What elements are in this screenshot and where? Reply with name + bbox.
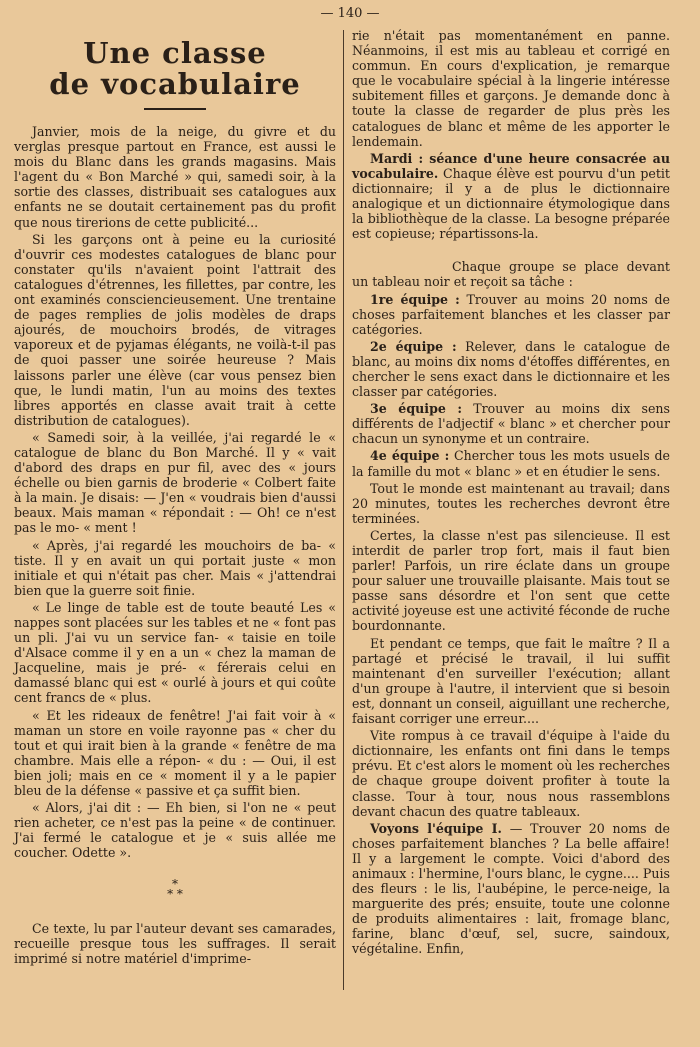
paragraph-body: Chaque élève est pourvu d'un petit dictionnaire; il y a de plus le dictionnaire analogique et un dictionnaire étymologique dans la bibliothèque de la classe. La besogne préparée est copieuse; répartissons-la. (352, 165, 670, 242)
team-label: 3e équipe : (370, 401, 463, 417)
paragraph: Si les garçons ont à peine eu la curiosité d'ouvrir ces modestes catalogues de blanc pour constater qu'ils n'avaient point l'attrait des catalogues d'étrennes, les fillettes, par contre, les ont examinés consciencieusement. Une trentaine de pages remplies de jolis modèles de draps ajourés, de mouchoirs brodés, de vitrages vaporeux et de pyjamas élégants, ne voilà-t-il pas de quoi passer une soirée heureuse ? Mais laissons parler une élève (car vous pensez bien que, le lundi matin, l'un au moins des textes libres apportés en classe avait trait à cette distribution de catalogues). (14, 231, 336, 428)
quoted-paragraph: « Samedi soir, à la veillée, j'ai regardé le « catalogue de blanc du Bon Marché. Il y « vait d'abord des draps en pur fil, avec des « jours échelle ou bien garnis de broderie « Colbert faite à la main. Je disais: — J'en « voudrais bien d'aussi beaux. Mais maman « répondait : — Oh! ce n'est pas le mo- « ment ! (14, 429, 336, 536)
team-task (352, 401, 670, 446)
team-label: 2e équipe : (370, 338, 457, 354)
paragraph: Vite rompus à ce travail d'équipe à l'aide du dictionnaire, les enfants ont fini dans le temps prévu. Et c'est alors le moment où les recherches de chaque groupe doivent profiter à toute la classe. Tour à tour, nous nous rassemblons devant chacun des quatre tableaux. (352, 728, 670, 819)
team-label: 1re équipe : (370, 291, 460, 307)
quoted-paragraph: « Après, j'ai regardé les mouchoirs de ba- « tiste. Il y en avait un qui portait juste « mon initiale et qui n'était pas cher. Mais « j'attendrai bien que la guerre soit finie. (14, 537, 336, 598)
article-title (14, 38, 336, 100)
team-task (352, 339, 670, 399)
quoted-paragraph: « Et les rideaux de fenêtre! J'ai fait voir à « maman un store en voile rayonne pas « cher du tout et qui irait bien à la grande « fenêtre de ma chambre. Mais elle a répon- « du : — Oui, il est bien joli; mais en ce « moment il y a le papier bleu de la défense « passive et ça suffit bien. (14, 707, 336, 799)
title-line-1: Une classe (83, 36, 267, 70)
team-task (352, 448, 670, 478)
column-divider (343, 30, 344, 990)
paragraph: rie n'était pas momentanément en panne. Néanmoins, il est mis au tableau et corrigé en commun. En cours d'explication, je remarque que le vocabulaire spécial à la lingerie intéresse subitement filles et garçons. Je demande donc à toute la classe de regarder de plus près les catalogues de blanc et même de les apporter le lendemain. (352, 28, 670, 149)
right-column (352, 28, 670, 959)
separator-asterisk-top: * (172, 876, 178, 891)
team-task (352, 292, 670, 337)
quoted-paragraph: « Alors, j'ai dit : — Eh bien, si l'on ne « peut rien acheter, ce n'est pas la peine « de continuer. J'ai fermé le catalogue et je « suis allée me coucher. Odette ». (14, 800, 336, 861)
title-line-2: de vocabulaire (49, 67, 301, 101)
quoted-paragraph: « Le linge de table est de toute beauté Les « nappes sont placées sur les tables et ne « font pas un pli. J'ai vu un service fan- « taisie en toile d'Alsace comme il y en a un « chez la maman de Jacqueline, mais je pré- « férerais celui en damassé blanc qui est « ourlé à jours et qui coûte cent francs de « plus. (14, 599, 336, 706)
section-separator (14, 876, 336, 901)
team-task-text: Chercher tous les mots usuels de la famille du mot « blanc » et en étudier le sens. (352, 448, 670, 479)
title-underline (144, 108, 206, 110)
paragraph (352, 151, 670, 242)
team-task-text: Relever, dans le catalogue de blanc, au moins dix noms d'étoffes différentes, en chercher le sens exact dans le dictionnaire et les classer par catégories. (352, 338, 670, 400)
team-label: 4e équipe : (370, 448, 450, 464)
paragraph-lead: Voyons l'équipe I. (370, 820, 502, 836)
paragraph: Ce texte, lu par l'auteur devant ses camarades, recueille presque tous les suffrages. Il serait imprimé si notre matériel d'imprime- (14, 920, 336, 966)
paragraph-lead: Mardi : séance d'une heure consacrée au vocabulaire. (352, 150, 670, 181)
team-task-text: Trouver au moins 20 noms de choses parfaitement blanches et les classer par catégories. (352, 291, 670, 337)
paragraph: Certes, la classe n'est pas silencieuse. Il est interdit de parler trop fort, mais il faut bien parler! Parfois, un rire éclate dans un groupe pour saluer une trouvaille plaisante. Mais tout se passe sans désordre et l'on sent que cette activité joyeuse est une activité féconde de ruche bourdonnante. (352, 527, 670, 634)
left-column (14, 28, 336, 968)
page-number: — 140 — (320, 6, 380, 21)
paragraph: Janvier, mois de la neige, du givre et du verglas presque partout en France, est aussi le mois du Blanc dans les grands magasins. Mais l'agent du « Bon Marché » qui, samedi soir, à la sortie des classes, distribuait ses catalogues aux enfants ne se doutait certainement pas du profit que nous tirerions de cette publicité... (14, 124, 336, 230)
team-task-text: Trouver au moins dix sens différents de l'adjectif « blanc » et chercher pour chacun un synonyme et un contraire. (352, 401, 670, 447)
paragraph: Et pendant ce temps, que fait le maître ? Il a partagé et précisé le travail, il lui suffit maintenant d'en surveiller l'exécution; allant d'un groupe à l'autre, il intervient que si besoin est, donnant un conseil, aiguillant une recherche, faisant corriger une erreur.... (352, 635, 670, 727)
paragraph: Chaque groupe se place devant un tableau noir et reçoit sa tâche : (352, 259, 670, 290)
paragraph: Tout le monde est maintenant au travail; dans 20 minutes, toutes les recherches devront être terminées. (352, 480, 670, 526)
paragraph-body: — Trouver 20 noms de choses parfaitement blanches ? La belle affaire! Il y a largement le compte. Voici d'abord des animaux : l'hermine, l'ours blanc, le cygne.... Puis des fleurs : le lis, l'aubépine, le perce-neige, la marguerite des prés; ensuite, toute une colonne de produits alimentaires : lait, fromage blanc, farine, blanc d'œuf, sel, sucre, saindoux, végétaline. Enfin, (352, 820, 670, 957)
paragraph (352, 821, 670, 957)
separator-asterisks-bottom: * * (167, 886, 183, 901)
